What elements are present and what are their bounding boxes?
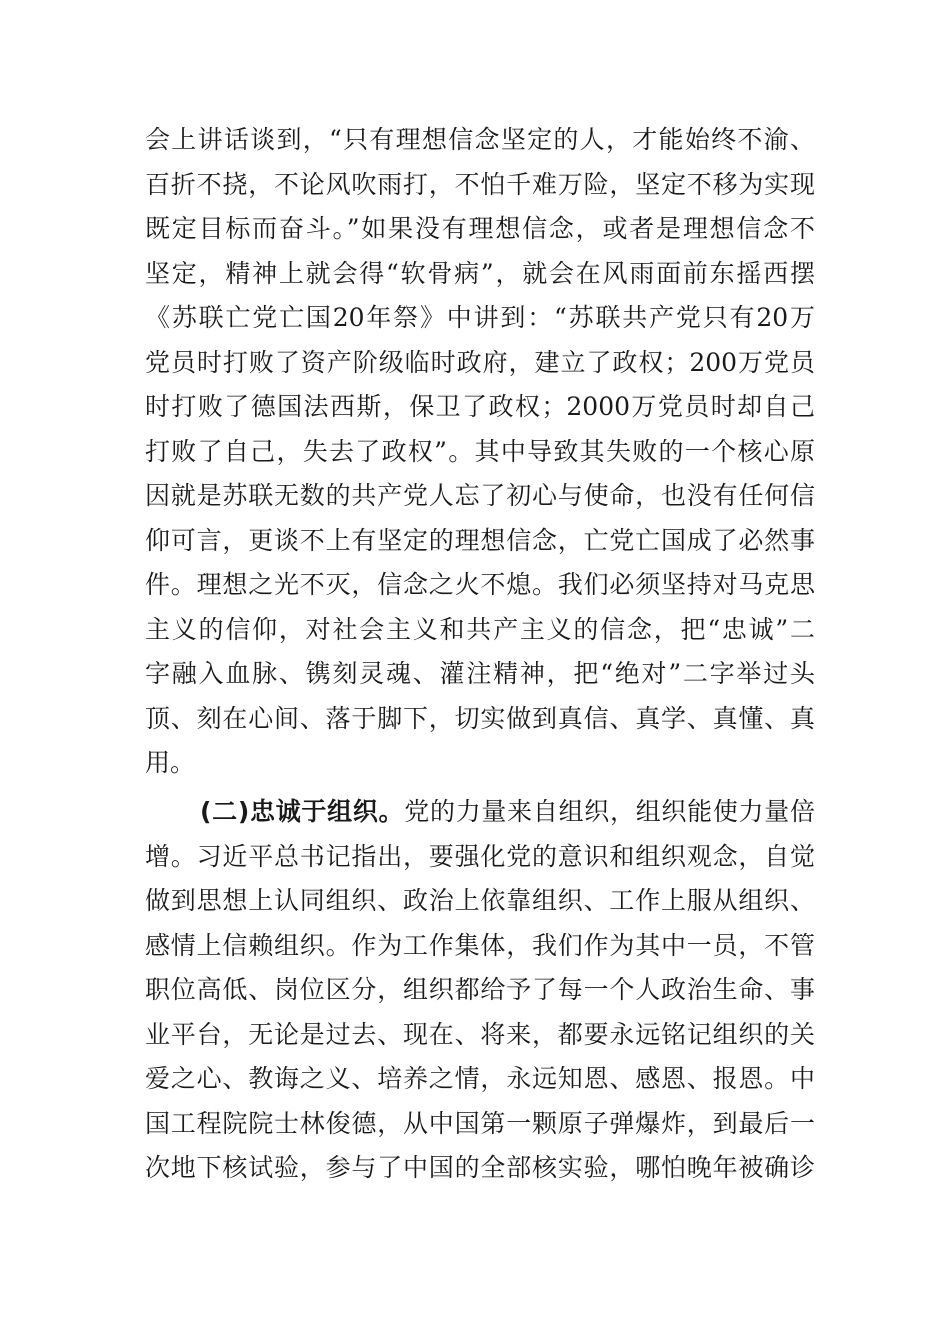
- text-line: 增。习近平总书记指出，要强化党的意识和组织观念，自觉: [145, 841, 815, 871]
- text-line: 《苏联亡党亡国20年祭》中讲到：“苏联共产党只有20万: [145, 303, 815, 332]
- text-line: 仰可言，更谈不上有坚定的理想信念，亡党亡国成了必然事: [145, 525, 815, 555]
- text-line: 字融入血脉、镌刻灵魂、灌注精神，把“绝对”二字举过头: [145, 659, 815, 688]
- text-line: 业平台，无论是过去、现在、将来，都要永远铭记组织的关: [145, 1019, 815, 1049]
- text-line: 主义的信仰，对社会主义和共产主义的信念，把“忠诚”二: [145, 614, 815, 644]
- text-line: 国工程院院士林俊德，从中国第一颗原子弹爆炸，到最后一: [145, 1108, 815, 1138]
- text-line: 顶、刻在心间、落于脚下，切实做到真信、真学、真懂、真: [145, 703, 815, 733]
- section-heading: (二)忠诚于组织。: [200, 797, 405, 826]
- first-line-text: 党的力量来自组织，组织能使力量倍: [404, 797, 815, 826]
- text-line: 既定目标而奋斗。”如果没有理想信念，或者是理想信念不: [145, 214, 815, 243]
- text-line: 次地下核试验，参与了中国的全部核实验，哪怕晚年被确诊: [145, 1153, 815, 1182]
- text-line: 百折不挠，不论风吹雨打，不怕千难万险，坚定不移为实现: [145, 169, 815, 199]
- paragraph-ideals-and-beliefs: [145, 118, 815, 786]
- text-line: 感情上信赖组织。作为工作集体，我们作为其中一员，不管: [145, 930, 815, 960]
- text-line: 做到思想上认同组织、政治上依靠组织、工作上服从组织、: [145, 886, 815, 915]
- text-line: 因就是苏联无数的共产党人忘了初心与使命，也没有任何信: [145, 481, 815, 510]
- text-line: 打败了自己，失去了政权”。其中导致其失败的一个核心原: [145, 436, 815, 466]
- text-line: 职位高低、岗位区分，组织都给予了每一个人政治生命、事: [145, 975, 815, 1004]
- text-line: 用。: [145, 748, 196, 777]
- text-line: 件。理想之光不灭，信念之火不熄。我们必须坚持对马克思: [145, 570, 815, 599]
- text-line: 时打败了德国法西斯，保卫了政权；2000万党员时却自己: [145, 392, 815, 421]
- paragraph-loyalty-to-organization: [145, 790, 815, 1191]
- text-line: 爱之心、教诲之义、培养之情，永远知恩、感恩、报恩。中: [145, 1064, 815, 1093]
- first-line: [145, 790, 815, 835]
- text-line: 党员时打败了资产阶级临时政府，建立了政权；200万党员: [145, 347, 815, 377]
- text-line: 坚定，精神上就会得“软骨病”，就会在风雨面前东摇西摆: [145, 258, 815, 288]
- text-line: 会上讲话谈到，“只有理想信念坚定的人，才能始终不渝、: [145, 125, 815, 154]
